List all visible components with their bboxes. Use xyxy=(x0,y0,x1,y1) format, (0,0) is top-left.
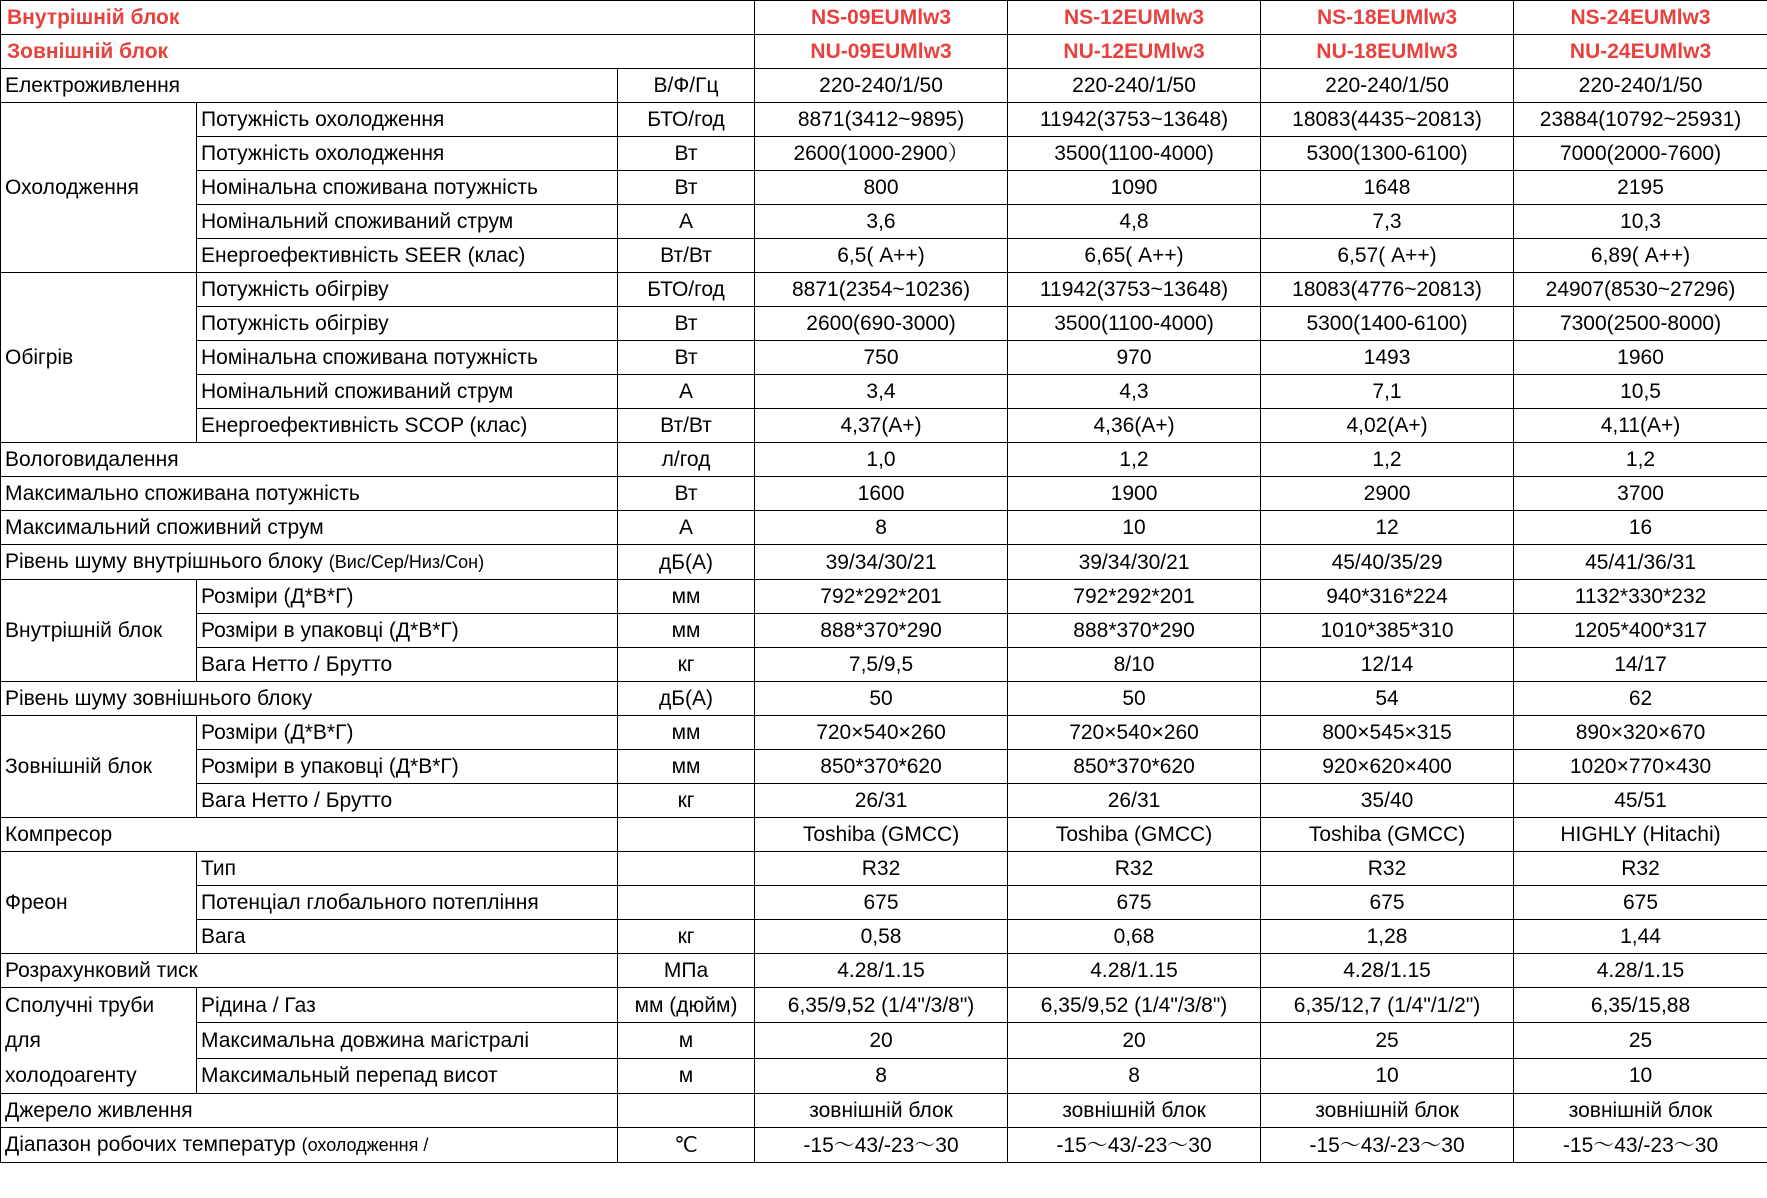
spec-table-body xyxy=(1,1,1767,1163)
indoor-noise-value: 45/40/35/29 xyxy=(1261,545,1514,580)
pipes-value: 10 xyxy=(1261,1058,1514,1093)
compressor-label: Компресор xyxy=(1,818,618,852)
outdoor-noise-label: Рівень шуму зовнішнього блоку xyxy=(1,682,618,716)
freon-unit xyxy=(618,886,755,920)
freon-row xyxy=(1,852,1767,886)
heating-unit: Вт xyxy=(618,307,755,341)
heating-value: 970 xyxy=(1008,341,1261,375)
dehumidification-unit: л/год xyxy=(618,443,755,477)
heating-row xyxy=(1,307,1767,341)
pipes-value: 8 xyxy=(755,1058,1008,1093)
power-supply-value: 220-240/1/50 xyxy=(1008,69,1261,103)
design-pressure-row xyxy=(1,954,1767,988)
max-current-label: Максимальний споживний струм xyxy=(1,511,618,545)
outdoor-unit-param-label: Розміри (Д*В*Г) xyxy=(197,716,618,750)
max-power-value: 3700 xyxy=(1514,477,1767,511)
max-current-row xyxy=(1,511,1767,545)
outdoor-unit-value: 45/51 xyxy=(1514,784,1767,818)
cooling-value: 6,57( А++) xyxy=(1261,239,1514,273)
dehumidification-label: Вологовидалення xyxy=(1,443,618,477)
outdoor-unit-value: 890×320×670 xyxy=(1514,716,1767,750)
freon-value: 0,68 xyxy=(1008,920,1261,954)
power-source-unit xyxy=(618,1094,755,1128)
indoor-unit-param-label: Розміри (Д*В*Г) xyxy=(197,580,618,614)
cooling-value: 6,65( А++) xyxy=(1008,239,1261,273)
heating-param-label: Номінальна споживана потужність xyxy=(197,341,618,375)
power-supply-value: 220-240/1/50 xyxy=(1514,69,1767,103)
freon-value: R32 xyxy=(1008,852,1261,886)
freon-row xyxy=(1,920,1767,954)
max-power-value: 1900 xyxy=(1008,477,1261,511)
indoor-noise-unit: дБ(А) xyxy=(618,545,755,580)
cooling-param-label: Потужність охолодження xyxy=(197,103,618,137)
operating-temperature-unit: ℃ xyxy=(618,1128,755,1163)
outdoor-unit-value: 720×540×260 xyxy=(1008,716,1261,750)
design-pressure-label: Розрахунковий тиск xyxy=(1,954,618,988)
indoor-unit-value: 792*292*201 xyxy=(755,580,1008,614)
indoor-unit-value: 792*292*201 xyxy=(1008,580,1261,614)
freon-value: 1,28 xyxy=(1261,920,1514,954)
cooling-value: 8871(3412~9895) xyxy=(755,103,1008,137)
indoor-unit-param-label: Вага Нетто / Брутто xyxy=(197,648,618,682)
freon-unit xyxy=(618,852,755,886)
outdoor-unit-param-label: Розміри в упаковці (Д*В*Г) xyxy=(197,750,618,784)
pipes-row xyxy=(1,1058,1767,1093)
cooling-value: 4,8 xyxy=(1008,205,1261,239)
pipes-unit: м xyxy=(618,1023,755,1058)
heating-param-label: Потужність обігріву xyxy=(197,307,618,341)
cooling-unit: Вт xyxy=(618,137,755,171)
freon-unit: кг xyxy=(618,920,755,954)
max-power-row xyxy=(1,477,1767,511)
outdoor-unit-row xyxy=(1,716,1767,750)
freon-value: 0,58 xyxy=(755,920,1008,954)
freon-value: R32 xyxy=(1261,852,1514,886)
outdoor-unit-value: 800×545×315 xyxy=(1261,716,1514,750)
freon-value: 1,44 xyxy=(1514,920,1767,954)
indoor-unit-value: 1010*385*310 xyxy=(1261,614,1514,648)
max-power-value: 1600 xyxy=(755,477,1008,511)
freon-param-label: Потенціал глобального потепління xyxy=(197,886,618,920)
indoor-noise-label-note: (Вис/Сер/Низ/Сон) xyxy=(328,552,485,572)
dehumidification-value: 1,2 xyxy=(1261,443,1514,477)
freon-value: 675 xyxy=(1514,886,1767,920)
power-source-value: зовнішній блок xyxy=(1514,1094,1767,1128)
cooling-value: 11942(3753~13648) xyxy=(1008,103,1261,137)
cooling-row xyxy=(1,239,1767,273)
pipes-value: 10 xyxy=(1514,1058,1767,1093)
indoor-unit-row xyxy=(1,648,1767,682)
outdoor-unit-unit: мм xyxy=(618,716,755,750)
indoor-block-header: Внутрішній блок xyxy=(1,1,755,35)
indoor-model-name: NS-09EUMlw3 xyxy=(755,1,1008,35)
heating-value: 1493 xyxy=(1261,341,1514,375)
operating-temperature-value: -15～43/-23～30 xyxy=(1514,1128,1767,1163)
pipes-value: 6,35/15,88 xyxy=(1514,988,1767,1023)
dehumidification-value: 1,2 xyxy=(1008,443,1261,477)
outdoor-noise-unit: дБ(А) xyxy=(618,682,755,716)
heating-value: 3,4 xyxy=(755,375,1008,409)
indoor-model-name: NS-24EUMlw3 xyxy=(1514,1,1767,35)
dehumidification-row xyxy=(1,443,1767,477)
pipes-value: 25 xyxy=(1261,1023,1514,1058)
power-source-value: зовнішній блок xyxy=(1261,1094,1514,1128)
max-current-value: 16 xyxy=(1514,511,1767,545)
cooling-value: 23884(10792~25931) xyxy=(1514,103,1767,137)
compressor-value: HIGHLY (Hitachi) xyxy=(1514,818,1767,852)
heating-value: 7300(2500-8000) xyxy=(1514,307,1767,341)
operating-temperature-value: -15～43/-23～30 xyxy=(1261,1128,1514,1163)
max-current-unit: А xyxy=(618,511,755,545)
outdoor-model-name: NU-12EUMlw3 xyxy=(1008,35,1261,69)
design-pressure-value: 4.28/1.15 xyxy=(1514,954,1767,988)
indoor-unit-unit: кг xyxy=(618,648,755,682)
heating-value: 750 xyxy=(755,341,1008,375)
cooling-value: 7,3 xyxy=(1261,205,1514,239)
compressor-row xyxy=(1,818,1767,852)
indoor-unit-value: 1132*330*232 xyxy=(1514,580,1767,614)
cooling-value: 6,5( А++) xyxy=(755,239,1008,273)
pipes-group-line: Сполучні труби xyxy=(5,994,155,1017)
heating-unit: Вт/Вт xyxy=(618,409,755,443)
indoor-unit-unit: мм xyxy=(618,614,755,648)
indoor-unit-value: 14/17 xyxy=(1514,648,1767,682)
heating-row xyxy=(1,341,1767,375)
freon-group-label: Фреон xyxy=(1,852,197,954)
design-pressure-unit: МПа xyxy=(618,954,755,988)
heating-value: 2600(690-3000) xyxy=(755,307,1008,341)
indoor-noise-label xyxy=(1,545,618,580)
outdoor-noise-row xyxy=(1,682,1767,716)
freon-param-label: Тип xyxy=(197,852,618,886)
compressor-unit xyxy=(618,818,755,852)
indoor-model-name: NS-18EUMlw3 xyxy=(1261,1,1514,35)
pipes-value: 20 xyxy=(755,1023,1008,1058)
dehumidification-value: 1,0 xyxy=(755,443,1008,477)
heating-value: 18083(4776~20813) xyxy=(1261,273,1514,307)
outdoor-unit-param-label: Вага Нетто / Брутто xyxy=(197,784,618,818)
cooling-param-label: Потужність охолодження xyxy=(197,137,618,171)
heating-value: 7,1 xyxy=(1261,375,1514,409)
power-source-label: Джерело живлення xyxy=(1,1094,618,1128)
outdoor-unit-value: 720×540×260 xyxy=(755,716,1008,750)
indoor-unit-row xyxy=(1,614,1767,648)
cooling-value: 18083(4435~20813) xyxy=(1261,103,1514,137)
indoor-unit-param-label: Розміри в упаковці (Д*В*Г) xyxy=(197,614,618,648)
outdoor-unit-row xyxy=(1,750,1767,784)
indoor-unit-value: 8/10 xyxy=(1008,648,1261,682)
heating-value: 8871(2354~10236) xyxy=(755,273,1008,307)
outdoor-unit-unit: мм xyxy=(618,750,755,784)
max-current-value: 12 xyxy=(1261,511,1514,545)
heating-unit: Вт xyxy=(618,341,755,375)
heating-value: 24907(8530~27296) xyxy=(1514,273,1767,307)
power-supply-value: 220-240/1/50 xyxy=(1261,69,1514,103)
heating-row xyxy=(1,409,1767,443)
outdoor-unit-value: 35/40 xyxy=(1261,784,1514,818)
max-power-value: 2900 xyxy=(1261,477,1514,511)
pipes-unit: мм (дюйм) xyxy=(618,988,755,1023)
cooling-value: 2600(1000-2900） xyxy=(755,137,1008,171)
cooling-value: 1090 xyxy=(1008,171,1261,205)
indoor-model-row xyxy=(1,1,1767,35)
indoor-unit-value: 7,5/9,5 xyxy=(755,648,1008,682)
pipes-group-line: для xyxy=(5,1029,41,1052)
operating-temperature-row xyxy=(1,1128,1767,1163)
cooling-param-label: Енергоефективність SEER (клас) xyxy=(197,239,618,273)
pipes-row xyxy=(1,988,1767,1023)
heating-unit: БТО/год xyxy=(618,273,755,307)
cooling-unit: Вт/Вт xyxy=(618,239,755,273)
pipes-group-label xyxy=(1,988,197,1094)
pipes-group-lines xyxy=(5,988,192,1093)
cooling-param-label: Номінальна споживана потужність xyxy=(197,171,618,205)
freon-row xyxy=(1,886,1767,920)
heating-value: 1960 xyxy=(1514,341,1767,375)
heating-value: 4,11(А+) xyxy=(1514,409,1767,443)
heating-group-label: Обігрів xyxy=(1,273,197,443)
cooling-value: 5300(1300-6100) xyxy=(1261,137,1514,171)
pipes-group-line: холодоагенту xyxy=(5,1064,137,1087)
heating-value: 11942(3753~13648) xyxy=(1008,273,1261,307)
outdoor-unit-value: 26/31 xyxy=(755,784,1008,818)
outdoor-unit-value: 920×620×400 xyxy=(1261,750,1514,784)
outdoor-noise-value: 50 xyxy=(1008,682,1261,716)
outdoor-unit-group-label: Зовнішній блок xyxy=(1,716,197,818)
heating-param-label: Потужність обігріву xyxy=(197,273,618,307)
max-power-label: Максимально споживана потужність xyxy=(1,477,618,511)
cooling-row xyxy=(1,137,1767,171)
heating-row xyxy=(1,273,1767,307)
pipes-value: 6,35/12,7 (1/4"/1/2") xyxy=(1261,988,1514,1023)
cooling-value: 800 xyxy=(755,171,1008,205)
compressor-value: Toshiba (GMCC) xyxy=(755,818,1008,852)
max-current-value: 8 xyxy=(755,511,1008,545)
heating-value: 4,02(А+) xyxy=(1261,409,1514,443)
outdoor-model-name: NU-18EUMlw3 xyxy=(1261,35,1514,69)
indoor-unit-value: 1205*400*317 xyxy=(1514,614,1767,648)
indoor-noise-value: 39/34/30/21 xyxy=(1008,545,1261,580)
pipes-param-label: Рідина / Газ xyxy=(197,988,618,1023)
freon-value: 675 xyxy=(1008,886,1261,920)
heating-param-label: Номінальний споживаний струм xyxy=(197,375,618,409)
design-pressure-value: 4.28/1.15 xyxy=(1261,954,1514,988)
power-supply-row xyxy=(1,69,1767,103)
outdoor-unit-row xyxy=(1,784,1767,818)
indoor-unit-row xyxy=(1,580,1767,614)
design-pressure-value: 4.28/1.15 xyxy=(1008,954,1261,988)
cooling-row xyxy=(1,171,1767,205)
heating-param-label: Енергоефективність SCOP (клас) xyxy=(197,409,618,443)
indoor-unit-group-label: Внутрішній блок xyxy=(1,580,197,682)
cooling-unit: БТО/год xyxy=(618,103,755,137)
cooling-value: 1648 xyxy=(1261,171,1514,205)
cooling-value: 7000(2000-7600) xyxy=(1514,137,1767,171)
heating-row xyxy=(1,375,1767,409)
pipes-value: 6,35/9,52 (1/4"/3/8") xyxy=(1008,988,1261,1023)
outdoor-block-header: Зовнішній блок xyxy=(1,35,755,69)
freon-value: R32 xyxy=(1514,852,1767,886)
max-current-value: 10 xyxy=(1008,511,1261,545)
indoor-noise-row xyxy=(1,545,1767,580)
freon-value: 675 xyxy=(755,886,1008,920)
heating-value: 4,36(А+) xyxy=(1008,409,1261,443)
pipes-param-label: Максимальный перепад висот xyxy=(197,1058,618,1093)
cooling-group-label: Охолодження xyxy=(1,103,197,273)
indoor-model-name: NS-12EUMlw3 xyxy=(1008,1,1261,35)
outdoor-model-row xyxy=(1,35,1767,69)
cooling-param-label: Номінальний споживаний струм xyxy=(197,205,618,239)
indoor-noise-value: 39/34/30/21 xyxy=(755,545,1008,580)
pipes-row xyxy=(1,1023,1767,1058)
operating-temperature-label xyxy=(1,1128,618,1163)
cooling-value: 6,89( А++) xyxy=(1514,239,1767,273)
power-supply-label: Електроживлення xyxy=(1,69,618,103)
operating-temperature-label-text: Діапазон робочих температур xyxy=(5,1133,296,1156)
cooling-unit: А xyxy=(618,205,755,239)
outdoor-unit-value: 850*370*620 xyxy=(755,750,1008,784)
design-pressure-value: 4.28/1.15 xyxy=(755,954,1008,988)
outdoor-unit-value: 850*370*620 xyxy=(1008,750,1261,784)
indoor-unit-value: 888*370*290 xyxy=(755,614,1008,648)
heating-value: 10,5 xyxy=(1514,375,1767,409)
compressor-value: Toshiba (GMCC) xyxy=(1261,818,1514,852)
outdoor-noise-value: 54 xyxy=(1261,682,1514,716)
operating-temperature-value: -15～43/-23～30 xyxy=(1008,1128,1261,1163)
cooling-unit: Вт xyxy=(618,171,755,205)
indoor-unit-value: 12/14 xyxy=(1261,648,1514,682)
power-source-value: зовнішній блок xyxy=(1008,1094,1261,1128)
pipes-value: 25 xyxy=(1514,1023,1767,1058)
operating-temperature-label-note: (охолодження / xyxy=(301,1135,429,1155)
cooling-row xyxy=(1,103,1767,137)
pipes-value: 8 xyxy=(1008,1058,1261,1093)
pipes-value: 6,35/9,52 (1/4"/3/8") xyxy=(755,988,1008,1023)
max-power-unit: Вт xyxy=(618,477,755,511)
outdoor-unit-unit: кг xyxy=(618,784,755,818)
freon-value: R32 xyxy=(755,852,1008,886)
cooling-value: 2195 xyxy=(1514,171,1767,205)
power-supply-value: 220-240/1/50 xyxy=(755,69,1008,103)
indoor-unit-value: 888*370*290 xyxy=(1008,614,1261,648)
outdoor-noise-value: 50 xyxy=(755,682,1008,716)
operating-temperature-value: -15～43/-23～30 xyxy=(755,1128,1008,1163)
power-source-value: зовнішній блок xyxy=(755,1094,1008,1128)
indoor-noise-value: 45/41/36/31 xyxy=(1514,545,1767,580)
cooling-value: 10,3 xyxy=(1514,205,1767,239)
outdoor-model-name: NU-24EUMlw3 xyxy=(1514,35,1767,69)
heating-value: 3500(1100-4000) xyxy=(1008,307,1261,341)
cooling-value: 3500(1100-4000) xyxy=(1008,137,1261,171)
cooling-value: 3,6 xyxy=(755,205,1008,239)
pipes-unit: м xyxy=(618,1058,755,1093)
compressor-value: Toshiba (GMCC) xyxy=(1008,818,1261,852)
indoor-unit-value: 940*316*224 xyxy=(1261,580,1514,614)
heating-value: 4,3 xyxy=(1008,375,1261,409)
heating-value: 5300(1400-6100) xyxy=(1261,307,1514,341)
indoor-noise-label-text: Рівень шуму внутрішнього блоку xyxy=(5,550,323,573)
power-source-row xyxy=(1,1094,1767,1128)
outdoor-unit-value: 26/31 xyxy=(1008,784,1261,818)
pipes-value: 20 xyxy=(1008,1023,1261,1058)
indoor-unit-unit: мм xyxy=(618,580,755,614)
dehumidification-value: 1,2 xyxy=(1514,443,1767,477)
power-supply-unit: В/Ф/Гц xyxy=(618,69,755,103)
pipes-param-label: Максимальна довжина магістралі xyxy=(197,1023,618,1058)
outdoor-model-name: NU-09EUMlw3 xyxy=(755,35,1008,69)
outdoor-unit-value: 1020×770×430 xyxy=(1514,750,1767,784)
freon-value: 675 xyxy=(1261,886,1514,920)
cooling-row xyxy=(1,205,1767,239)
heating-unit: А xyxy=(618,375,755,409)
heating-value: 4,37(А+) xyxy=(755,409,1008,443)
outdoor-noise-value: 62 xyxy=(1514,682,1767,716)
freon-param-label: Вага xyxy=(197,920,618,954)
